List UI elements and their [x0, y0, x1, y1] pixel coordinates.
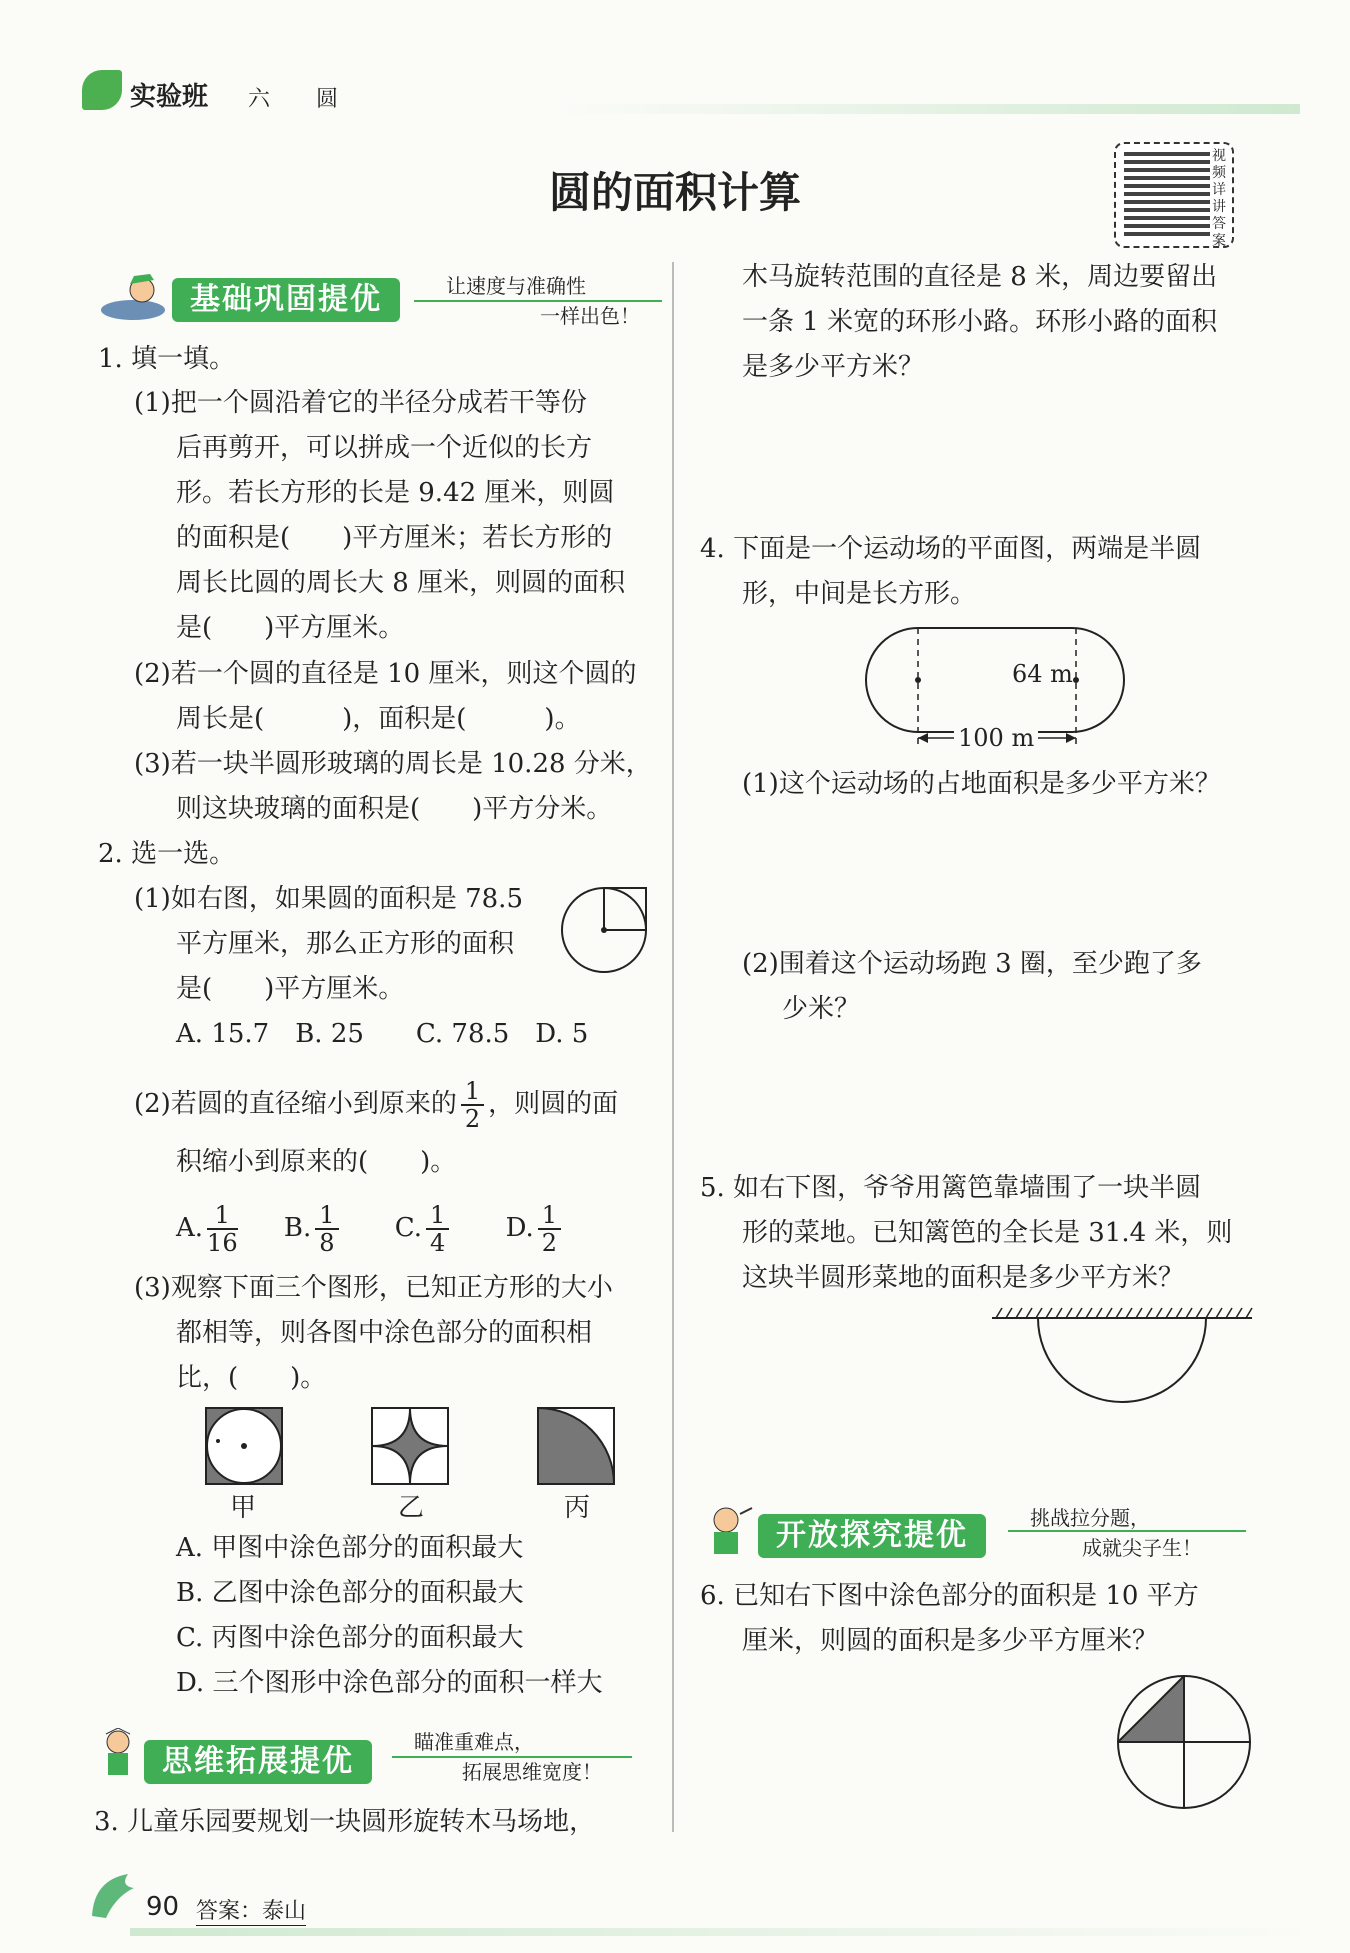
- footer-rule: [130, 1928, 1310, 1936]
- section-banner-explore: 开放探究提优: [758, 1514, 986, 1558]
- question-text: 形的菜地。已知篱笆的全长是 31.4 米，则: [742, 1218, 1233, 1248]
- mascot-icon: [96, 1728, 140, 1784]
- question-text: (2)若圆的直径缩小到原来的: [134, 1089, 457, 1119]
- answer-label: 答案：泰山: [196, 1894, 306, 1926]
- question-text: 周长比圆的周长大 8 厘米，则圆的面积: [176, 568, 626, 598]
- section-slogan: 瞄准重难点，: [414, 1730, 534, 1754]
- question-text: 是( )平方厘米。: [176, 613, 405, 643]
- options-fractions: A. $\frac{1}{16}$ B. $\frac{1}{8}$ C. $\frac{1}{4}$ D. $\frac{1}{2}$: [176, 1202, 565, 1256]
- brand-name: 实验班: [130, 82, 209, 112]
- page-number: 90: [146, 1892, 180, 1922]
- circle-square-figure: [560, 884, 650, 976]
- question-text: (1)如右图，如果圆的面积是 78.5: [134, 884, 523, 914]
- question-text: 积缩小到原来的( )。: [176, 1147, 457, 1177]
- question-text: (1)这个运动场的占地面积是多少平方米？: [742, 769, 1221, 799]
- semicircle-garden-figure: [990, 1306, 1254, 1408]
- question-text: 都相等，则各图中涂色部分的面积相: [176, 1318, 593, 1348]
- question-text: (3)若一块半圆形玻璃的周长是 10.28 分米，: [134, 749, 652, 779]
- section-banner-basic: 基础巩固提优: [172, 278, 400, 322]
- section-slogan: 拓展思维宽度！: [462, 1760, 602, 1784]
- question-2-2: [134, 1078, 618, 1132]
- question-text: ，则圆的面: [488, 1089, 619, 1119]
- qr-code[interactable]: [1114, 142, 1234, 248]
- question-text: 形。若长方形的长是 9.42 厘米，则圆: [176, 478, 615, 508]
- fraction: $\frac{1}{2}$: [461, 1078, 484, 1132]
- three-shaded-figures: [204, 1406, 624, 1490]
- section-slogan: 一样出色！: [540, 304, 640, 328]
- question-text: 的面积是( )平方厘米；若长方形的: [176, 523, 613, 553]
- banner-rule: [1008, 1530, 1246, 1532]
- track-width-label: 64 m: [1012, 660, 1073, 688]
- question-text: 则这块玻璃的面积是( )平方分米。: [176, 794, 613, 824]
- option: C. 丙图中涂色部分的面积最大: [176, 1623, 524, 1653]
- banner-rule: [392, 1756, 632, 1758]
- option: D. 三个图形中涂色部分的面积一样大: [176, 1668, 603, 1698]
- section-banner-extend: 思维拓展提优: [144, 1740, 372, 1784]
- options: A. 15.7 B. 25 C. 78.5 D. 5: [176, 1019, 589, 1049]
- question-text: (2)围着这个运动场跑 3 圈，至少跑了多: [742, 949, 1202, 979]
- section-slogan: 成就尖子生！: [1082, 1536, 1202, 1560]
- question-text: 周长是( )，面积是( )。: [176, 704, 581, 734]
- header-rule: [560, 104, 1300, 114]
- question-text: 平方厘米，那么正方形的面积: [176, 929, 515, 959]
- qr-code-icon: [1124, 150, 1210, 236]
- question-5: 5. 如右下图，爷爷用篱笆靠墙围了一块半圆: [700, 1173, 1202, 1203]
- mascot-icon: [700, 1504, 754, 1560]
- question-text: 后再剪开，可以拼成一个近似的长方: [176, 433, 593, 463]
- qr-label: 视频详讲答案: [1212, 148, 1226, 249]
- page-title: 圆的面积计算: [548, 168, 801, 217]
- figure-label: 甲: [230, 1493, 257, 1523]
- question-text: 少米？: [782, 994, 861, 1024]
- question-6: 6. 已知右下图中涂色部分的面积是 10 平方: [700, 1581, 1199, 1611]
- option: A. 甲图中涂色部分的面积最大: [176, 1533, 524, 1563]
- banner-rule: [414, 300, 662, 302]
- question-text: 木马旋转范围的直径是 8 米，周边要留出: [742, 262, 1218, 292]
- question-1-heading: 1. 填一填。: [98, 344, 236, 374]
- question-text: (2)若一个圆的直径是 10 厘米，则这个圆的: [134, 659, 637, 689]
- question-text: 一条 1 米宽的环形小路。环形小路的面积: [742, 307, 1218, 337]
- question-text: 这块半圆形菜地的面积是多少平方米？: [742, 1263, 1185, 1293]
- question-text: 形，中间是长方形。: [742, 579, 977, 609]
- section-slogan: 挑战拉分题，: [1030, 1506, 1150, 1530]
- dolphin-icon: [84, 1866, 144, 1926]
- question-2-heading: 2. 选一选。: [98, 839, 236, 869]
- question-text: (1)把一个圆沿着它的半径分成若干等份: [134, 388, 587, 418]
- question-text: (3)观察下面三个图形，已知正方形的大小: [134, 1273, 613, 1303]
- circle-quadrant-figure: [1114, 1672, 1254, 1812]
- option: B. 乙图中涂色部分的面积最大: [176, 1578, 524, 1608]
- chapter-label: 六 圆: [248, 87, 351, 112]
- question-text: 是( )平方厘米。: [176, 974, 405, 1004]
- figure-label: 丙: [564, 1493, 591, 1523]
- question-text: 厘米，则圆的面积是多少平方厘米？: [742, 1626, 1159, 1656]
- column-divider: [672, 262, 674, 1832]
- track-length-label: 100 m: [954, 724, 1038, 752]
- section-slogan: 让速度与准确性: [446, 274, 586, 298]
- question-text: 比，( )。: [176, 1363, 327, 1393]
- question-text: 是多少平方米？: [742, 352, 925, 382]
- logo-leaf-icon: [82, 70, 122, 110]
- question-4: 4. 下面是一个运动场的平面图，两端是半圆: [700, 534, 1202, 564]
- mascot-icon: [98, 272, 168, 322]
- figure-label: 乙: [398, 1493, 425, 1523]
- question-3: 3. 儿童乐园要规划一块圆形旋转木马场地，: [94, 1807, 596, 1837]
